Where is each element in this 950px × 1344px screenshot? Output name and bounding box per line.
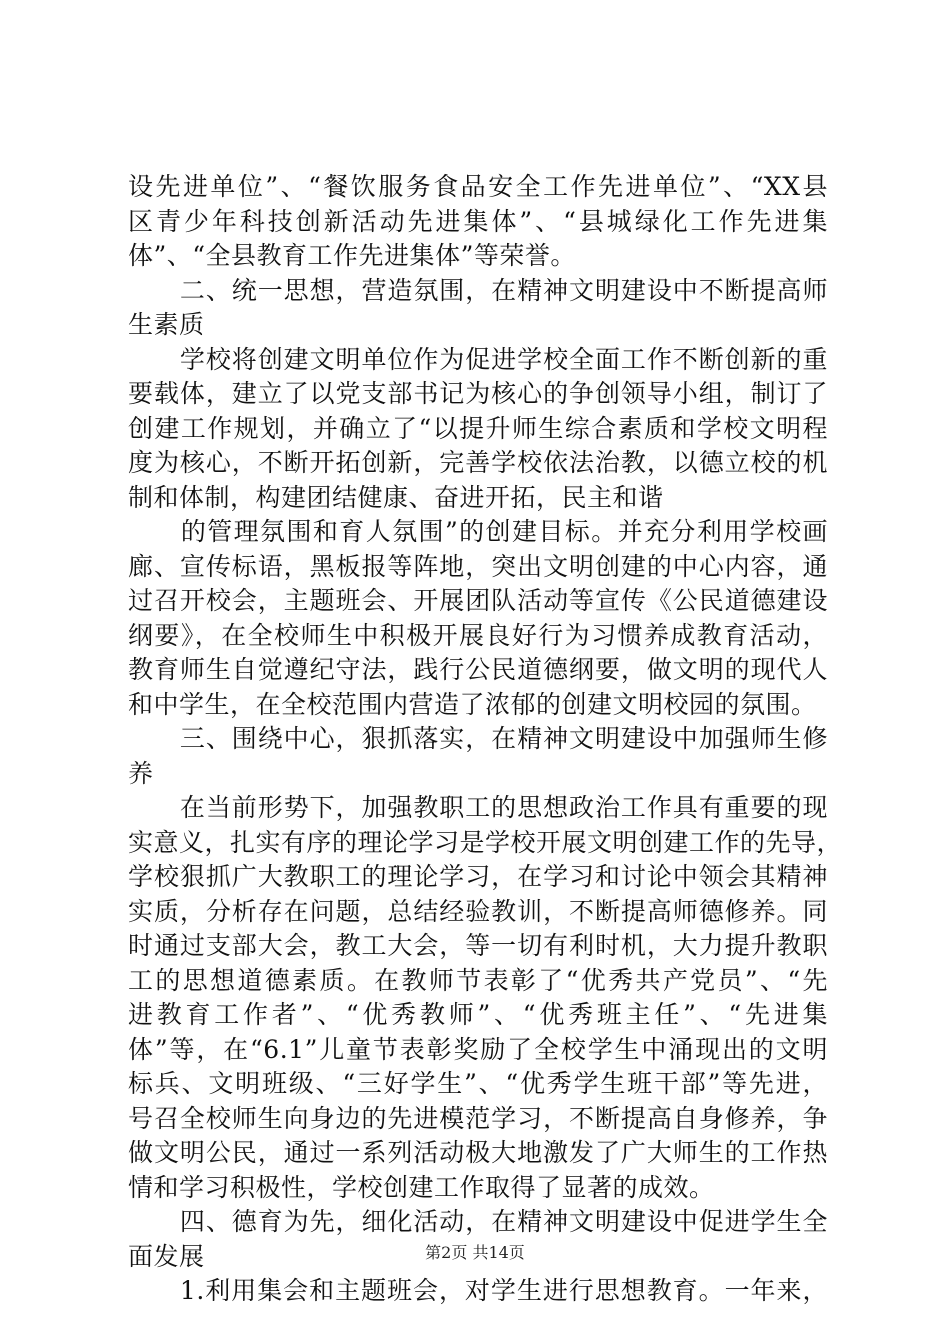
text-line: 养	[128, 758, 154, 788]
text-line: 的管理氛围和育人氛围”的创建目标。并充分利用学校画	[128, 517, 828, 546]
text-line: 纲要》，在全校师生中积极开展良好行为习惯养成教育活动，	[128, 620, 828, 650]
text-line: 1.利用集会和主题班会，对学生进行思想教育。一年来，	[128, 1276, 828, 1305]
text-line: 做文明公民，通过一系列活动极大地激发了广大师生的工作热	[128, 1138, 828, 1167]
text-line: 号召全校师生向身边的先进模范学习，不断提高自身修养，争	[128, 1103, 828, 1133]
text-line: 区青少年科技创新活动先进集体”、“县城绿化工作先进集	[128, 206, 828, 236]
text-line: 教育师生自觉遵纪守法，践行公民道德纲要，做文明的现代人	[128, 655, 828, 684]
text-line: 设先进单位”、“餐饮服务食品安全工作先进单位”、“XX县	[128, 172, 828, 201]
text-line: 学校狠抓广大教职工的理论学习，在学习和讨论中领会其精神	[128, 862, 828, 891]
text-line: 学校将创建文明单位作为促进学校全面工作不断创新的重	[128, 344, 828, 374]
text-line: 创建工作规划，并确立了“以提升师生综合素质和学校文明程	[128, 413, 828, 443]
text-line: 工的思想道德素质。在教师节表彰了“优秀共产党员”、“先	[128, 965, 828, 995]
text-line: 面发展	[128, 1241, 205, 1271]
page-footer: 第2页 共14页	[425, 1243, 525, 1262]
text-line: 标兵、文明班级、“三好学生”、“优秀学生班干部”等先进，	[128, 1069, 828, 1098]
text-line: 实意义，扎实有序的理论学习是学校开展文明创建工作的先导，	[128, 827, 843, 857]
text-line: 过召开校会，主题班会、开展团队活动等宣传《公民道德建设	[128, 586, 828, 615]
text-line: 时通过支部大会，教工大会，等一切有利时机，大力提升教职	[128, 931, 828, 960]
text-line: 三、围绕中心，狠抓落实，在精神文明建设中加强师生修	[128, 724, 828, 753]
text-line: 度为核心，不断开拓创新，完善学校依法治教，以德立校的机	[128, 448, 828, 477]
text-line: 二、统一思想，营造氛围，在精神文明建设中不断提高师	[128, 275, 828, 305]
text-line: 体”等，在“6.1”儿童节表彰奖励了全校学生中涌现出的文明	[128, 1034, 828, 1064]
text-line: 情和学习积极性，学校创建工作取得了显著的成效。	[128, 1172, 715, 1202]
text-line: 实质，分析存在问题，总结经验教训，不断提高师德修养。同	[128, 896, 828, 926]
text-line: 要载体，建立了以党支部书记为核心的争创领导小组，制订了	[128, 379, 828, 408]
text-line: 生素质	[128, 310, 205, 339]
text-line: 和中学生，在全校范围内营造了浓郁的创建文明校园的氛围。	[128, 689, 817, 719]
text-line: 体”、“全县教育工作先进集体”等荣誉。	[128, 241, 576, 270]
document-body	[128, 170, 843, 1309]
text-line: 在当前形势下，加强教职工的思想政治工作具有重要的现	[128, 793, 828, 822]
text-line: 进教育工作者”、“优秀教师”、“优秀班主任”、“先进集	[128, 1000, 828, 1029]
text-line: 四、德育为先，细化活动，在精神文明建设中促进学生全	[128, 1207, 828, 1236]
text-line: 制和体制，构建团结健康、奋进开拓，民主和谐	[128, 482, 664, 512]
text-line: 廊、宣传标语，黑板报等阵地，突出文明创建的中心内容，通	[128, 551, 828, 581]
